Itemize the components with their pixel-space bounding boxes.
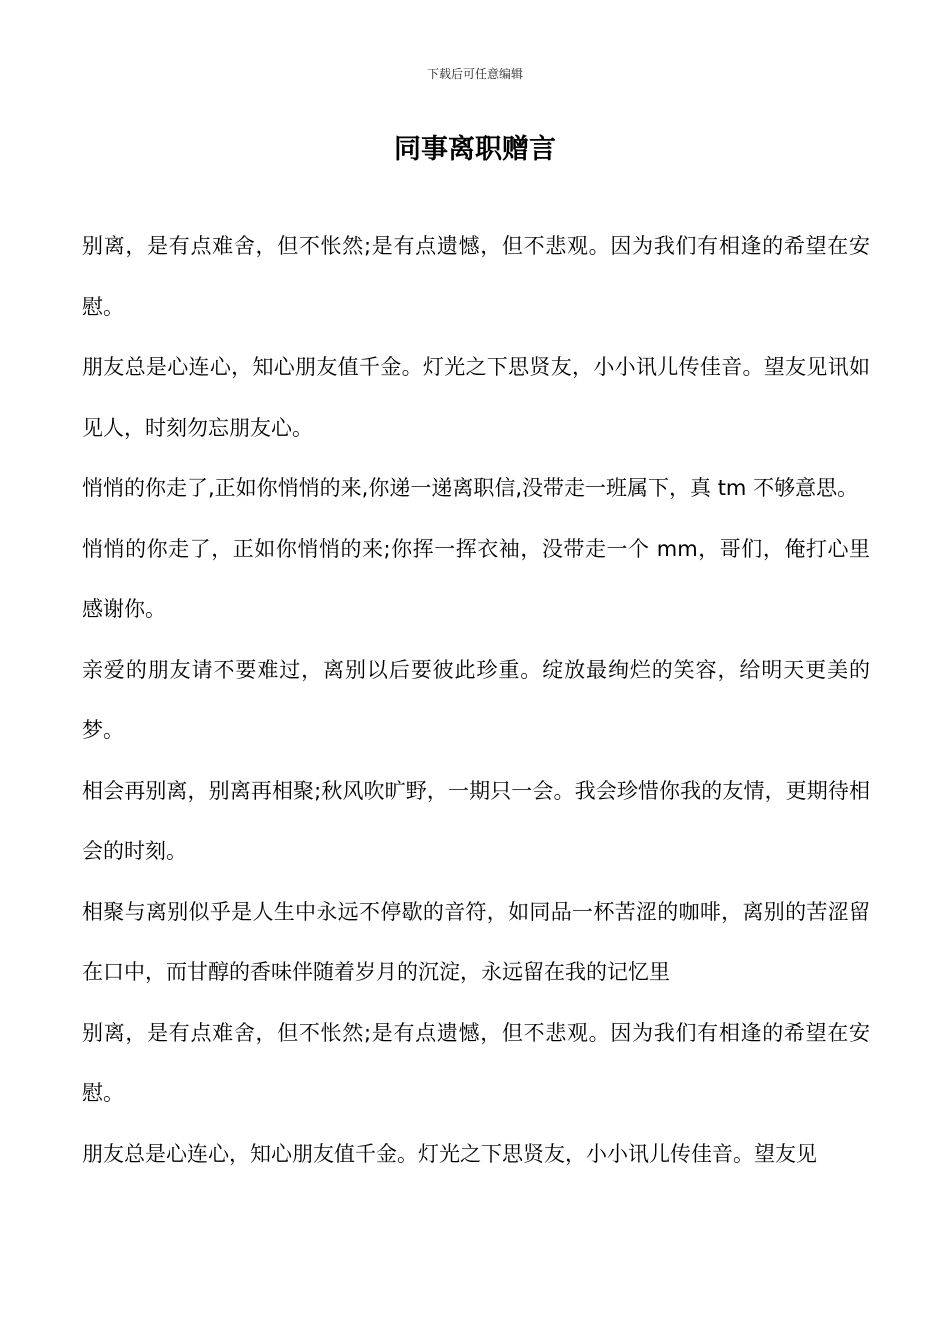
paragraph-9: 朋友总是心连心，知心朋友值千金。灯光之下思贤友，小小讯儿传佳音。望友见 <box>82 1141 817 1166</box>
paragraph-5: 亲爱的朋友请不要难过，离别以后要彼此珍重。绽放最绚烂的笑容，给明天更美的梦。 <box>82 657 870 742</box>
paragraph-3: 悄悄的你走了,正如你悄悄的来,你递一递离职信,没带走一班属下，真 tm 不够意思。 <box>82 476 859 500</box>
document-title: 同事离职赠言 <box>394 134 556 165</box>
paragraph-4: 悄悄的你走了，正如你悄悄的来;你挥一挥衣袖，没带走一个 mm，哥们，俺打心里感谢你。 <box>82 536 870 621</box>
paragraph-2: 朋友总是心连心，知心朋友值千金。灯光之下思贤友，小小讯儿传佳音。望友见讯如见人，时刻勿忘朋友心。 <box>82 355 870 440</box>
paragraph-1: 别离，是有点难舍，但不怅然;是有点遗憾，但不悲观。因为我们有相逢的希望在安慰。 <box>82 234 870 319</box>
paragraph-6: 相会再别离，别离再相聚;秋风吹旷野，一期只一会。我会珍惜你我的友情，更期待相会的时刻。 <box>82 778 870 863</box>
paragraph-7: 相聚与离别似乎是人生中永远不停歇的音符，如同品一杯苦涩的咖啡，离别的苦涩留在口中，而甘醇的香味伴随着岁月的沉淀，永远留在我的记忆里 <box>82 899 870 984</box>
header-note: 下载后可任意编辑 <box>426 67 523 81</box>
paragraph-8: 别离，是有点难舍，但不怅然;是有点遗憾，但不悲观。因为我们有相逢的希望在安慰。 <box>82 1020 870 1105</box>
document-body <box>82 216 870 1184</box>
